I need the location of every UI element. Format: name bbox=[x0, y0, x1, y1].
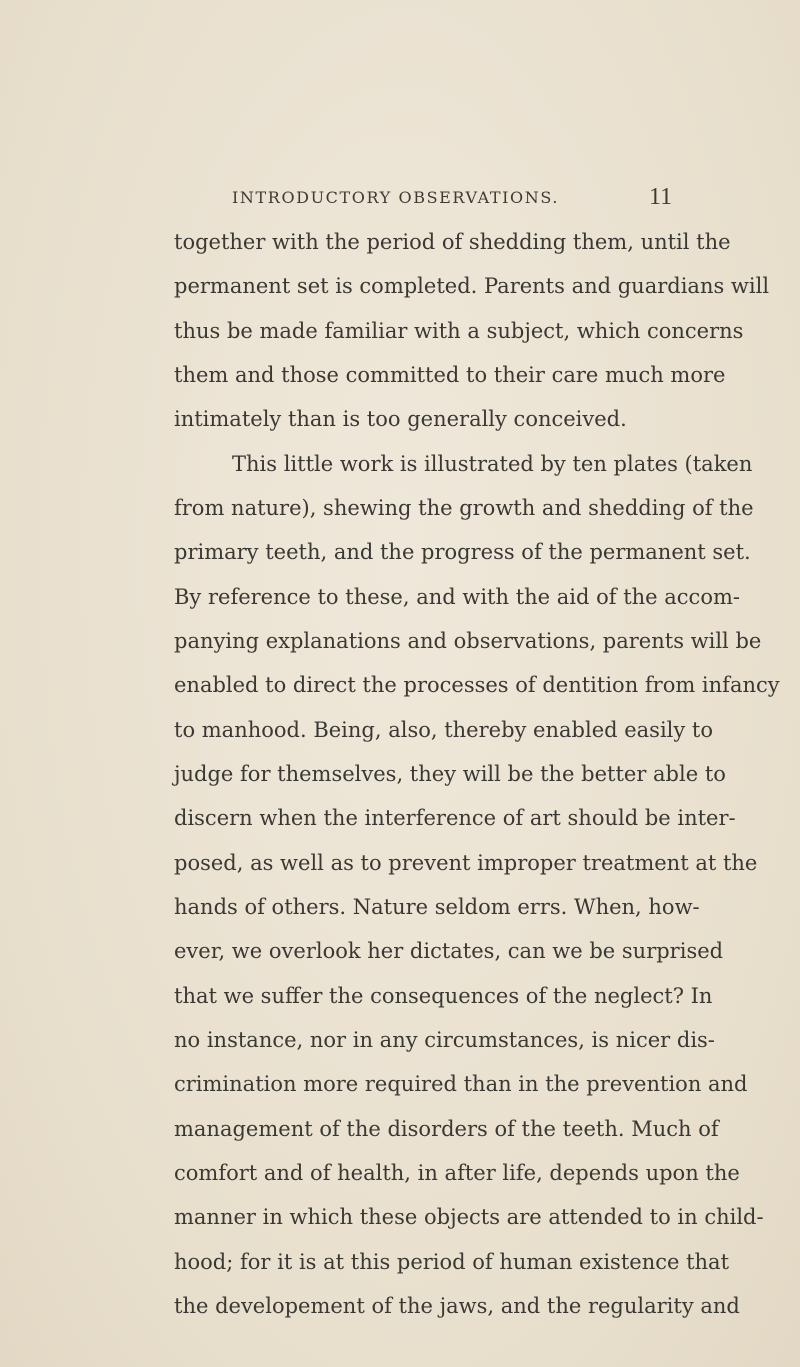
text-line: comfort and of health, in after life, depends upon the bbox=[174, 1161, 740, 1185]
text-line: hood; for it is at this period of human existence that bbox=[174, 1250, 730, 1274]
text-line: enabled to direct the processes of dentition from infancy bbox=[174, 673, 780, 697]
text-line: from nature), shewing the growth and shedding of the bbox=[174, 496, 754, 520]
text-line: posed, as well as to prevent improper treatment at the bbox=[174, 851, 758, 875]
text-line: judge for themselves, they will be the better able to bbox=[174, 762, 726, 786]
text-line: hands of others. Nature seldom errs. When, how- bbox=[174, 895, 700, 919]
text-line: crimination more required than in the prevention and bbox=[174, 1072, 748, 1096]
text-line: This little work is illustrated by ten plates (taken bbox=[232, 452, 753, 476]
running-head bbox=[232, 184, 702, 214]
text-line: primary teeth, and the progress of the permanent set. bbox=[174, 540, 751, 564]
text-line: management of the disorders of the teeth. Much of bbox=[174, 1117, 719, 1141]
text-line: manner in which these objects are attended to in child- bbox=[174, 1205, 764, 1229]
running-head-title: INTRODUCTORY OBSERVATIONS. bbox=[232, 188, 560, 207]
text-line: panying explanations and observations, parents will be bbox=[174, 629, 762, 653]
page-number: 11 bbox=[649, 184, 673, 210]
text-line: no instance, nor in any circumstances, is nicer dis- bbox=[174, 1028, 715, 1052]
text-line: intimately than is too generally conceived. bbox=[174, 407, 627, 431]
text-line: that we suffer the consequences of the neglect? In bbox=[174, 984, 713, 1008]
text-line: them and those committed to their care much more bbox=[174, 363, 726, 387]
text-line: ever, we overlook her dictates, can we be surprised bbox=[174, 939, 724, 963]
text-line: thus be made familiar with a subject, which concerns bbox=[174, 319, 744, 343]
text-line: permanent set is completed. Parents and guardians will bbox=[174, 274, 770, 298]
text-line: By reference to these, and with the aid of the accom- bbox=[174, 585, 740, 609]
text-line: discern when the interference of art should be inter- bbox=[174, 806, 736, 830]
text-line: the developement of the jaws, and the regularity and bbox=[174, 1294, 740, 1318]
text-line: to manhood. Being, also, thereby enabled easily to bbox=[174, 718, 714, 742]
text-line: together with the period of shedding them, until the bbox=[174, 230, 731, 254]
